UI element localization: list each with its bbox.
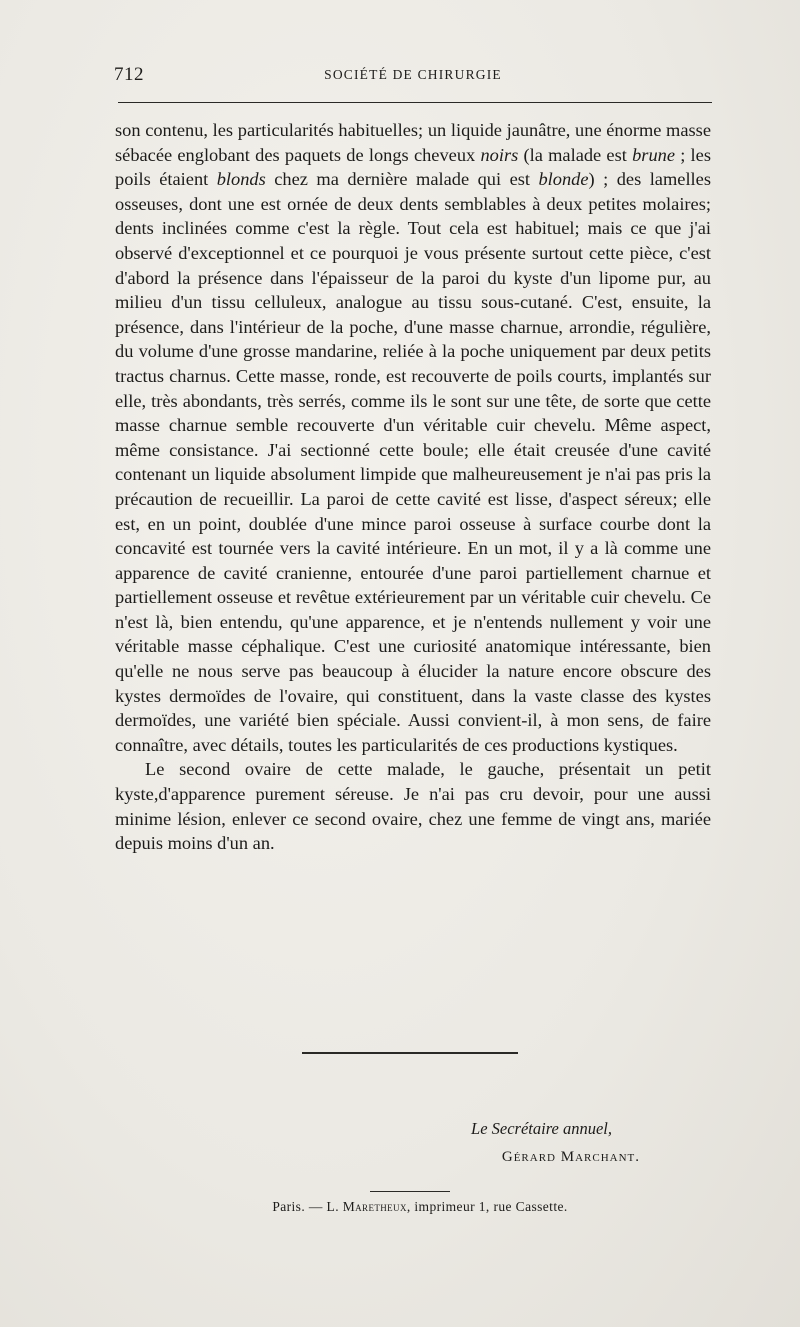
signature-role: Le Secrétaire annuel,: [471, 1119, 612, 1138]
p1-text-1: son contenu, les particularités habituelles; un liquide jaunâtre, une énorme masse sébacée englobant des paquets de longs cheveux: [115, 120, 711, 165]
p1-italic-blonde: blonde: [538, 169, 589, 190]
p1-italic-noirs: noirs: [480, 144, 519, 165]
closing-rule: [302, 1052, 518, 1054]
p1-italic-blonds: blonds: [216, 169, 266, 190]
printer-prefix: Paris. — L.: [272, 1199, 343, 1214]
printer-suffix: , imprimeur 1, rue Cassette.: [406, 1199, 568, 1214]
printer-name: Maretheux: [342, 1199, 407, 1214]
paragraph-1: [115, 118, 711, 757]
printer-rule: [370, 1191, 450, 1192]
running-head: [114, 64, 712, 88]
body-text: [115, 118, 711, 856]
p1-italic-brune: brune: [632, 144, 675, 165]
signature-block: [380, 1118, 640, 1170]
p1-text-5: ) ; des lamelles osseuses, dont une est ornée de deux dents semblables à deux petites molaires; dents inclinées comme c'est la règle. Tout cela est habituel; mais ce que j'ai observé d'exceptionnel et ce pourquoi je vous présente surtout cette pièce, c'est d'abord la présence dans l'épaisseur de la paroi du kyste d'un lipome pur, au milieu d'un tissu celluleux, analogue au tissu sous-cutané. C'est, ensuite, la présence, dans l'intérieur de la poche, d'une masse charnue, arrondie, régulière, du volume d'une grosse mandarine, reliée à la poche uniquement par deux petits tractus charnus. Cette masse, ronde, est recouverte de poils courts, implantés sur elle, très abondants, très serrés, comme ils le sont sur une tête, de sorte que cette masse charnue semble recouverte d'un véritable cuir chevelu. Même aspect, même consistance. J'ai sectionné cette boule; elle était creusée d'une cavité contenant un liquide absolument limpide que malheureusement je n'ai pas pris la précaution de recueillir. La paroi de cette cavité est lisse, d'aspect séreux; elle est, en un point, doublée d'une mince paroi osseuse à surface courbe dont la concavité est tournée vers la cavité intérieure. En un mot, il y a là comme une apparence de cavité cranienne, entourée d'une paroi partiellement charnue et partiellement osseuse et revêtue extérieurement par un véritable cuir chevelu. Ce n'est là, bien entendu, qu'une apparence, et je n'entends nullement y voir une véritable masse céphalique. C'est une curiosité anatomique intéressante, bien qu'elle ne nous serve pas beaucoup à élucider la nature encore obscure des kystes dermoïdes de l'ovaire, qui constituent, dans la vaste classe des kystes dermoïdes, une variété bien spéciale. Aussi convient-il, à mon sens, de faire connaître, avec détails, toutes les particularités de ces productions kystiques.: [115, 169, 711, 755]
page-number: 712: [114, 64, 144, 85]
printer-imprint: [230, 1199, 610, 1215]
p1-text-2: (la malade est: [518, 144, 633, 165]
p1-text-4: chez ma dernière malade qui est: [265, 169, 539, 190]
journal-title: SOCIÉTÉ DE CHIRURGIE: [324, 67, 502, 82]
signature-name: Gérard Marchant.: [501, 1149, 640, 1165]
p1-text-3: ; les poils étaient: [115, 144, 711, 190]
paragraph-2: Le second ovaire de cette malade, le gauche, présentait un petit kyste,d'apparence purement séreuse. Je n'ai pas cru devoir, pour une aussi minime lésion, enlever ce second ovaire, chez une femme de vingt ans, mariée depuis moins d'un an.: [115, 759, 711, 854]
header-rule: [118, 102, 712, 103]
